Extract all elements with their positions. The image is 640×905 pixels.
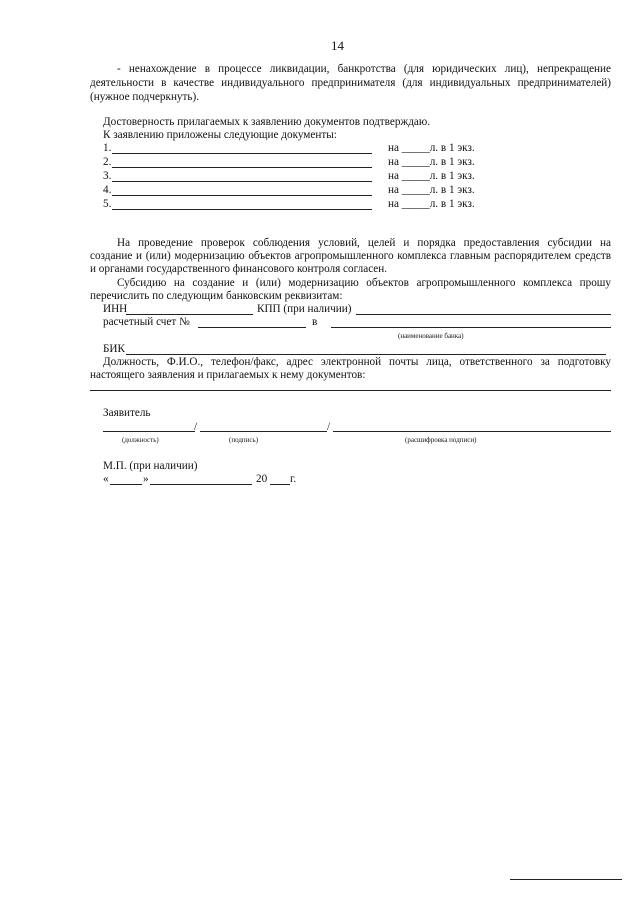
- separator-slash-2: /: [327, 421, 331, 433]
- doc-num-2: 2.: [103, 156, 112, 168]
- doc-num-5: 5.: [103, 198, 112, 210]
- date-month-field[interactable]: [150, 484, 252, 485]
- consent-line-2: создание и (или) модернизацию объектов агропромышленного комплекса главным распорядителем средств: [90, 250, 611, 262]
- doc-copies-1: на _____л. в 1 экз.: [388, 142, 475, 154]
- applicant-label: Заявитель: [103, 407, 151, 419]
- signature-field[interactable]: [200, 431, 327, 432]
- page-number: 14: [331, 38, 344, 53]
- account-label: расчетный счет №: [103, 316, 190, 328]
- date-year-field[interactable]: [270, 484, 290, 485]
- date-close-quote: »: [143, 473, 149, 485]
- date-year-suffix: г.: [290, 473, 297, 485]
- doc-line-5[interactable]: [112, 209, 372, 210]
- position-field[interactable]: [103, 431, 195, 432]
- consent-line-1: На проведение проверок соблюдения условий, целей и порядка предоставления субсидии на: [117, 237, 611, 249]
- inn-label: ИНН: [103, 303, 128, 315]
- consent-line-3: и органами государственного финансового контроля согласен.: [90, 263, 388, 275]
- separator-slash-1: /: [194, 421, 198, 433]
- subsidy-line-1: Субсидию на создание и (или) модернизацию объектов агропромышленного комплекса прошу: [117, 277, 611, 289]
- intro-line-3: (нужное подчеркнуть).: [90, 91, 200, 103]
- doc-copies-3: на _____л. в 1 экз.: [388, 170, 475, 182]
- kpp-label: КПП (при наличии): [257, 303, 352, 315]
- date-day-field[interactable]: [110, 484, 142, 485]
- bik-label: БИК: [103, 343, 125, 355]
- responsible-line-2: настоящего заявления и прилагаемых к нему документов:: [90, 369, 366, 381]
- footer-rule: [510, 879, 622, 880]
- intro-line-1: - ненахождение в процессе ликвидации, банкротства (для юридических лиц), непрекращение: [117, 63, 611, 75]
- doc-copies-5: на _____л. в 1 экз.: [388, 198, 475, 210]
- responsible-field[interactable]: [90, 390, 611, 391]
- doc-line-1[interactable]: [112, 153, 372, 154]
- intro-line-2: деятельности в качестве индивидуального предпринимателя (для индивидуальных предпринимателей): [90, 77, 611, 89]
- stamp-text: М.П. (при наличии): [103, 460, 198, 472]
- doc-copies-2: на _____л. в 1 экз.: [388, 156, 475, 168]
- date-open-quote: «: [103, 473, 109, 485]
- decoding-caption: (расшифровка подписи): [405, 436, 477, 444]
- date-year-prefix: 20: [256, 473, 268, 485]
- bank-name-caption: (наименование банка): [398, 332, 464, 340]
- doc-num-3: 3.: [103, 170, 112, 182]
- doc-line-3[interactable]: [112, 181, 372, 182]
- position-caption: (должность): [122, 436, 159, 444]
- confirm-text: Достоверность прилагаемых к заявлению документов подтверждаю.: [103, 116, 431, 128]
- responsible-line-1: Должность, Ф.И.О., телефон/факс, адрес электронной почты лица, ответственного за подготовку: [103, 356, 611, 368]
- doc-num-4: 4.: [103, 184, 112, 196]
- bank-name-field[interactable]: [331, 327, 611, 328]
- signature-caption: (подпись): [229, 436, 259, 444]
- doc-line-4[interactable]: [112, 195, 372, 196]
- decoding-field[interactable]: [333, 431, 611, 432]
- doc-line-2[interactable]: [112, 167, 372, 168]
- doc-copies-4: на _____л. в 1 экз.: [388, 184, 475, 196]
- kpp-field[interactable]: [356, 314, 611, 315]
- in-label: в: [312, 316, 318, 328]
- account-field[interactable]: [198, 327, 306, 328]
- attached-header: К заявлению приложены следующие документы:: [103, 129, 337, 141]
- subsidy-line-2: перечислить по следующим банковским реквизитам:: [90, 290, 343, 302]
- doc-num-1: 1.: [103, 142, 112, 154]
